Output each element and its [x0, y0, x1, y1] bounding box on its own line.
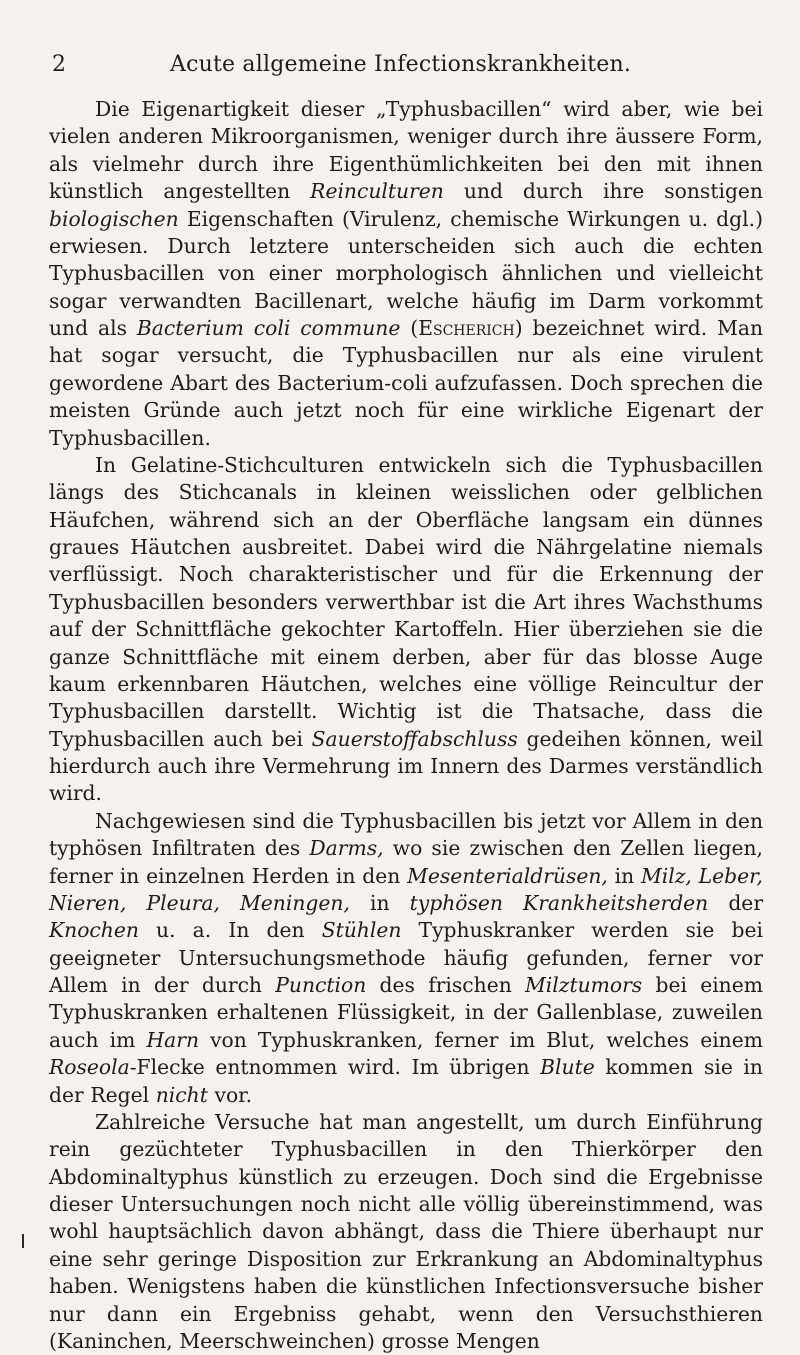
- text-run: wo sie zwischen den Zellen liegen, ferner in einzelnen Herden in den: [49, 836, 763, 888]
- paragraph: [49, 452, 763, 808]
- paragraph: [49, 808, 763, 1109]
- italic-term: Blute: [540, 1055, 595, 1080]
- text-run: in: [607, 863, 641, 888]
- italic-term: Harn: [146, 1027, 200, 1052]
- text-run: -Flecke entnommen wird. Im übrigen: [129, 1055, 541, 1080]
- text-run: kommen sie in der Regel: [49, 1055, 763, 1107]
- italic-term: nicht: [155, 1082, 208, 1107]
- paragraph: [49, 1109, 763, 1355]
- text-run: u. a. In den: [138, 918, 322, 943]
- text-run: bei einem Typhuskranken erhaltenen Flüssigkeit, in der Gallenblase, zuweilen auch im: [49, 973, 763, 1052]
- text-run: von Typhuskranken, ferner im Blut, welches einem: [199, 1027, 763, 1052]
- italic-term: Milztumors: [525, 973, 643, 997]
- text-run: Nachgewiesen sind die Typhusbacillen bis jetzt vor Allem in den typhösen Infiltraten des: [49, 808, 763, 861]
- italic-term: Sauerstoffabschluss: [311, 726, 518, 751]
- italic-term: Stühlen: [321, 918, 402, 943]
- italic-term: typhösen Krankheitsherden: [409, 890, 709, 915]
- page-header: [52, 52, 792, 82]
- margin-mark: [22, 1234, 24, 1248]
- italic-term: biologischen: [49, 206, 179, 231]
- italic-term: Darms,: [309, 836, 384, 861]
- text-run: vor.: [207, 1082, 253, 1107]
- italic-term: Bacterium coli commune: [136, 316, 401, 340]
- text-run: In Gelatine-Stichculturen entwickeln sich die Typhusbacillen längs des Stichcanals in kleinen weisslichen oder gelblichen Häufchen, während sich an der Oberfläche langsam ein dünnes graues Häutchen ausbreitet. Dabei wird die Nährgelatine niemals verflüssigt. Noch charakteristischer und für die Erkennung der Typhusbacillen besonders verwerthbar ist die Art ihres Wachsthums auf der Schnittfläche gekochter Kartoffeln. Hier überziehen sie die ganze Schnittfläche mit einem derben, aber für das blosse Auge kaum erkennbaren Häutchen, welches eine völlige Reincultur der Typhusbacillen darstellt. Wichtig ist die Thatsache, dass die Typhusbacillen auch bei: [49, 452, 763, 751]
- text-run: des frischen: [366, 973, 526, 997]
- italic-term: Roseola: [49, 1055, 130, 1080]
- text-run: gedeihen können, weil hierdurch auch ihre Vermehrung im Innern des Darmes verständlich wird.: [49, 726, 763, 806]
- text-run: Die Eigenartigkeit dieser „Typhusbacillen“ wird aber, wie bei vielen anderen Mikroorganismen, weniger durch ihre äussere Form, als vielmehr durch ihre Eigenthümlichkeiten bei den mit ihnen künstlich angestellten: [49, 97, 763, 204]
- text-run: ) bezeichnet wird. Man hat sogar versucht, die Typhusbacillen nur als eine virulent gewordene Abart des Bacterium-coli aufzufassen. Doch sprechen die meisten Gründe auch jetzt noch für eine wirkliche Eigenart der Typhusbacillen.: [49, 316, 764, 450]
- text-run: Eigenschaften (Virulenz, chemische Wirkungen u. dgl.) erwiesen. Durch letztere unterscheiden sich auch die echten Typhusbacillen von einer morphologisch ähnlichen und vielleicht sogar verwandten Bacillenart, welche häufig im Darm vorkommt und als: [49, 206, 763, 340]
- italic-term: Knochen: [49, 918, 139, 943]
- italic-term: Reinculturen: [310, 179, 444, 204]
- text-run: der: [708, 890, 764, 915]
- text-run: (: [400, 316, 419, 340]
- text-run: Zahlreiche Versuche hat man angestellt, um durch Einführung rein gezüchteter Typhusbacillen in den Thierkörper den Abdominaltyphus künstlich zu erzeugen. Doch sind die Ergebnisse dieser Untersuchungen noch nicht alle völlig übereinstimmend, was wohl hauptsächlich davon abhängt, dass die Thiere überhaupt nur eine sehr geringe Disposition zur Erkrankung an Abdominaltyphus haben. Wenigstens haben die künstlichen Infectionsversuche bisher nur dann ein Ergebniss gehabt, wenn den Versuchsthieren (Kaninchen, Meerschweinchen) grosse Mengen: [49, 1109, 763, 1353]
- body-text: [49, 96, 763, 1355]
- paragraph: [49, 96, 763, 452]
- text-run: und durch ihre sonstigen: [443, 179, 763, 204]
- italic-term: Milz, Leber, Nieren, Pleura, Meningen,: [49, 863, 764, 915]
- text-run: in: [349, 890, 410, 915]
- italic-term: Punction: [275, 973, 367, 997]
- author-name: Escherich: [418, 316, 515, 340]
- page-number: 2: [52, 52, 67, 77]
- italic-term: Mesenterialdrüsen,: [407, 863, 608, 888]
- text-run: Typhuskranker werden sie bei geeigneter Untersuchungsmethode häufig gefunden, ferner vor Allem in der durch: [49, 918, 763, 997]
- running-head: Acute allgemeine Infectionskrankheiten.: [170, 52, 632, 77]
